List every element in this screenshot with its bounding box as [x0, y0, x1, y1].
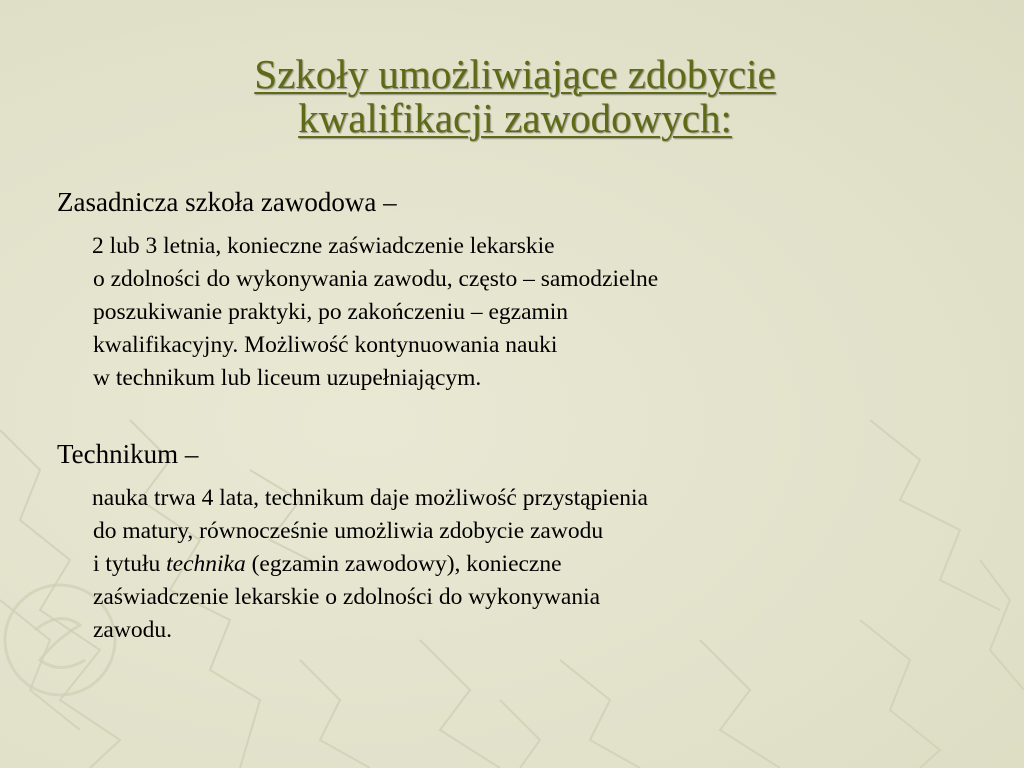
section-heading-technikum: Technikum –	[57, 439, 199, 469]
body-text: i tytułu	[93, 551, 167, 577]
body-text: (egzamin zawodowy), konieczne	[245, 551, 562, 577]
body-line: kwalifikacyjny. Możliwość kontynuowania nauki	[93, 332, 558, 358]
body-line: 2 lub 3 letnia, konieczne zaświadczenie lekarskie	[92, 233, 555, 259]
section-body-zasadnicza	[57, 230, 967, 395]
body-italic-text: technika	[166, 551, 246, 577]
body-line: do matury, równocześnie umożliwia zdobycie zawodu	[93, 518, 604, 544]
body-line: poszukiwanie praktyki, po zakończeniu – egzamin	[93, 299, 569, 325]
section-heading-zasadnicza: Zasadnicza szkoła zawodowa –	[57, 187, 397, 217]
slide-title	[100, 52, 930, 140]
body-line-mixed	[57, 548, 967, 581]
body-line: zawodu.	[93, 617, 172, 643]
title-line-2: kwalifikacji zawodowych:	[298, 95, 732, 141]
body-line: w technikum lub liceum uzupełniającym.	[93, 365, 482, 391]
section-body-technikum	[57, 482, 967, 647]
body-line: nauka trwa 4 lata, technikum daje możliwość przystąpienia	[92, 485, 648, 511]
title-line-1: Szkoły umożliwiające zdobycie	[254, 51, 776, 97]
body-line: o zdolności do wykonywania zawodu, często – samodzielne	[93, 266, 659, 292]
body-line: zaświadczenie lekarskie o zdolności do wykonywania	[93, 584, 601, 610]
